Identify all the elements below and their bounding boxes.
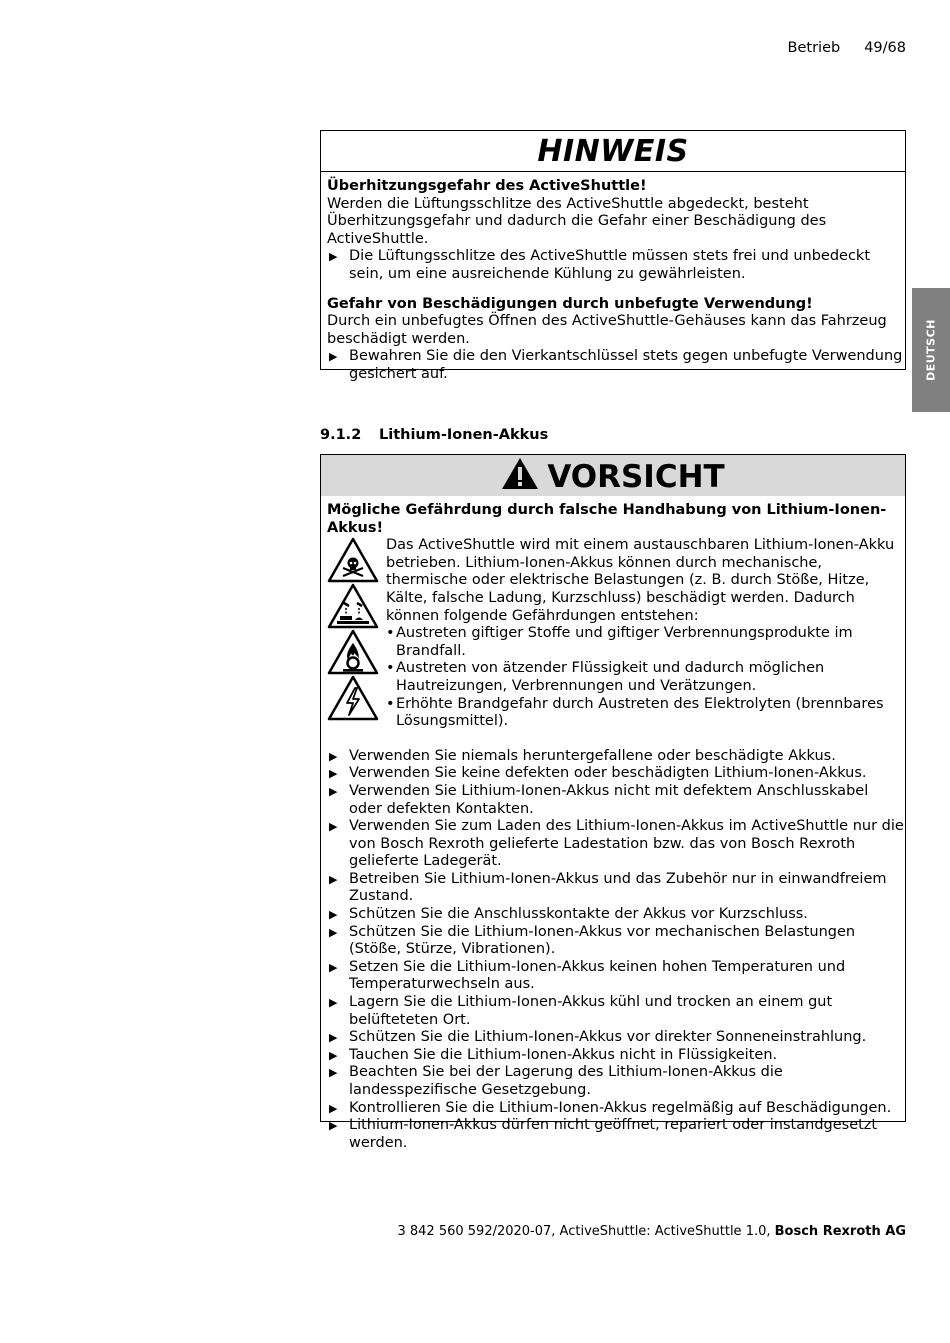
caution-step-text: Kontrollieren Sie die Lithium-Ionen-Akkus regelmäßig auf Beschädigungen. xyxy=(349,1099,892,1116)
hazard-item: • Austreten giftiger Stoffe und giftiger Verbrennungsprodukte im Brandfall. xyxy=(386,625,853,659)
toxic-icon xyxy=(327,537,379,583)
footer-doc-info: 3 842 560 592/2020-07, ActiveShuttle: ActiveShuttle 1.0, xyxy=(397,1224,775,1239)
section-heading xyxy=(320,427,548,443)
caution-box xyxy=(320,454,906,1151)
hazard-item-text: Erhöhte Brandgefahr durch Austreten des Elektrolyten (brennbares Lösungsmittel). xyxy=(396,695,884,730)
caution-step-text: Schützen Sie die Lithium-Ionen-Akkus vor mechanischen Belastungen (Stöße, Stürze, Vibrationen). xyxy=(349,923,856,958)
caution-step-text: Verwenden Sie Lithium-Ionen-Akkus nicht mit defektem Anschlusskabel oder defekten Kontakten. xyxy=(349,782,869,817)
step-arrow-icon: ▶ xyxy=(329,1048,338,1062)
caution-step-text: Betreiben Sie Lithium-Ionen-Akkus und das Zubehör nur in einwandfreiem Zustand. xyxy=(349,870,887,905)
header-section: Betrieb xyxy=(787,40,841,56)
language-tab-label: DEUTSCH xyxy=(924,319,938,381)
footer-brand: Bosch Rexroth AG xyxy=(774,1224,906,1239)
notice-text: Durch ein unbefugtes Öffnen des ActiveShuttle-Gehäuses kann das Fahrzeug beschädigt werden. xyxy=(327,313,887,347)
caution-step xyxy=(327,1047,905,1065)
caution-step-text: Tauchen Sie die Lithium-Ionen-Akkus nicht in Flüssigkeiten. xyxy=(349,1046,778,1063)
hazard-item-text: Austreten giftiger Stoffe und giftiger Verbrennungsprodukte im Brandfall. xyxy=(396,625,853,659)
notice-content xyxy=(321,172,905,384)
hazard-section xyxy=(327,537,905,731)
step-arrow-icon: ▶ xyxy=(329,1101,338,1115)
notice-step-text: Bewahren Sie die den Vierkantschlüssel stets gegen unbefugte Verwendung gesichert auf. xyxy=(349,348,903,382)
caution-step-text: Schützen Sie die Anschlusskontakte der Akkus vor Kurzschluss. xyxy=(349,906,808,923)
hazard-item: • Austreten von ätzender Flüssigkeit und dadurch möglichen Hautreizungen, Verbrennungen und Verätzungen. xyxy=(386,660,825,694)
step-arrow-icon: ▶ xyxy=(329,908,338,922)
hazard-icons xyxy=(327,537,379,721)
warning-triangle-icon xyxy=(501,457,539,490)
page-number: 49/68 xyxy=(864,40,906,56)
caution-content xyxy=(321,496,905,1152)
caution-step xyxy=(327,818,905,871)
high-voltage-icon xyxy=(327,675,379,721)
caution-step xyxy=(327,924,905,959)
caution-title: Mögliche Gefährdung durch falsche Handhabung von Lithium-Ionen-Akkus! xyxy=(327,502,887,536)
section-number: 9.1.2 xyxy=(320,427,362,443)
caution-step-text: Verwenden Sie keine defekten oder beschädigten Lithium-Ionen-Akkus. xyxy=(349,765,867,782)
step-arrow-icon: ▶ xyxy=(329,784,338,798)
caution-step-text: Schützen Sie die Lithium-Ionen-Akkus vor direkter Sonneneinstrahlung. xyxy=(349,1029,867,1046)
language-tab xyxy=(912,288,950,412)
caution-step xyxy=(327,906,905,924)
caution-step xyxy=(327,994,905,1029)
caution-steps xyxy=(327,748,905,1153)
notice-text: Werden die Lüftungsschlitze des ActiveShuttle abgedeckt, besteht Überhitzungsgefahr und dadurch die Gefahr einer Beschädigung des ActiveShuttle. xyxy=(327,195,827,247)
caution-intro: Das ActiveShuttle wird mit einem austauschbaren Lithium-Ionen-Akku betrieben. Lithium-Ionen-Akkus können durch mechanische, thermische oder elektrische Belastungen (z. B. durch Stöße, Hitze, Kälte, falsche Ladung, Kurzschluss) beschädigt werden. Dadurch können folgende Gefährdungen entstehen: xyxy=(386,537,895,624)
caution-step xyxy=(327,783,905,818)
step-arrow-icon: ▶ xyxy=(329,925,338,939)
caution-step xyxy=(327,1100,905,1118)
corrosive-icon xyxy=(327,583,379,629)
step-arrow-icon: ▶ xyxy=(329,749,338,763)
caution-step xyxy=(327,1117,905,1152)
hazard-text xyxy=(386,537,905,731)
section-title: Lithium-Ionen-Akkus xyxy=(379,427,549,443)
notice-step xyxy=(327,248,905,283)
notice-signal-word: HINWEIS xyxy=(321,131,905,172)
step-arrow-icon: ▶ xyxy=(329,996,338,1010)
hazard-item-text: Austreten von ätzender Flüssigkeit und dadurch möglichen Hautreizungen, Verbrennungen und Verätzungen. xyxy=(396,660,825,694)
caution-step-text: Lagern Sie die Lithium-Ionen-Akkus kühl und trocken an einem gut belüfteteten Ort. xyxy=(349,994,833,1028)
step-arrow-icon: ▶ xyxy=(329,1066,338,1080)
step-arrow-icon: ▶ xyxy=(329,250,338,264)
step-arrow-icon: ▶ xyxy=(329,872,338,886)
notice-step-text: Die Lüftungsschlitze des ActiveShuttle müssen stets frei und unbedeckt sein, um eine ausreichende Kühlung zu gewährleisten. xyxy=(349,248,871,282)
caution-step-text: Verwenden Sie niemals heruntergefallene oder beschädigte Akkus. xyxy=(349,747,836,764)
caution-step-text: Verwenden Sie zum Laden des Lithium-Ionen-Akkus im ActiveShuttle nur die von Bosch Rexroth gelieferte Ladestation bzw. das von Bosch Rexroth gelieferte Ladegerät. xyxy=(349,818,904,870)
caution-step xyxy=(327,959,905,994)
step-arrow-icon: ▶ xyxy=(329,350,338,364)
notice-title: Gefahr von Beschädigungen durch unbefugte Verwendung! xyxy=(327,295,813,312)
caution-step-text: Lithium-Ionen-Akkus dürfen nicht geöffnet, repariert oder instandgesetzt werden. xyxy=(349,1117,878,1151)
notice-box xyxy=(320,130,906,382)
caution-step xyxy=(327,1064,905,1099)
caution-step xyxy=(327,871,905,906)
step-arrow-icon: ▶ xyxy=(329,767,338,781)
caution-step xyxy=(327,748,905,766)
page-footer xyxy=(397,1224,906,1239)
caution-step xyxy=(327,765,905,783)
notice-step xyxy=(327,348,905,383)
step-arrow-icon: ▶ xyxy=(329,960,338,974)
caution-signal-bar xyxy=(321,455,905,496)
caution-step xyxy=(327,1029,905,1047)
caution-signal-word: VORSICHT xyxy=(547,459,725,495)
page-header xyxy=(788,40,906,56)
step-arrow-icon: ▶ xyxy=(329,1119,338,1133)
caution-step-text: Beachten Sie bei der Lagerung des Lithium-Ionen-Akkus die landesspezifische Gesetzgebung. xyxy=(349,1064,783,1098)
hazard-item: • Erhöhte Brandgefahr durch Austreten des Elektrolyten (brennbares Lösungsmittel). xyxy=(386,695,884,730)
step-arrow-icon: ▶ xyxy=(329,820,338,834)
notice-title: Überhitzungsgefahr des ActiveShuttle! xyxy=(327,178,647,194)
oxidizing-icon xyxy=(327,629,379,675)
caution-step-text: Setzen Sie die Lithium-Ionen-Akkus keinen hohen Temperaturen und Temperaturwechseln aus. xyxy=(349,958,846,993)
step-arrow-icon: ▶ xyxy=(329,1031,338,1045)
